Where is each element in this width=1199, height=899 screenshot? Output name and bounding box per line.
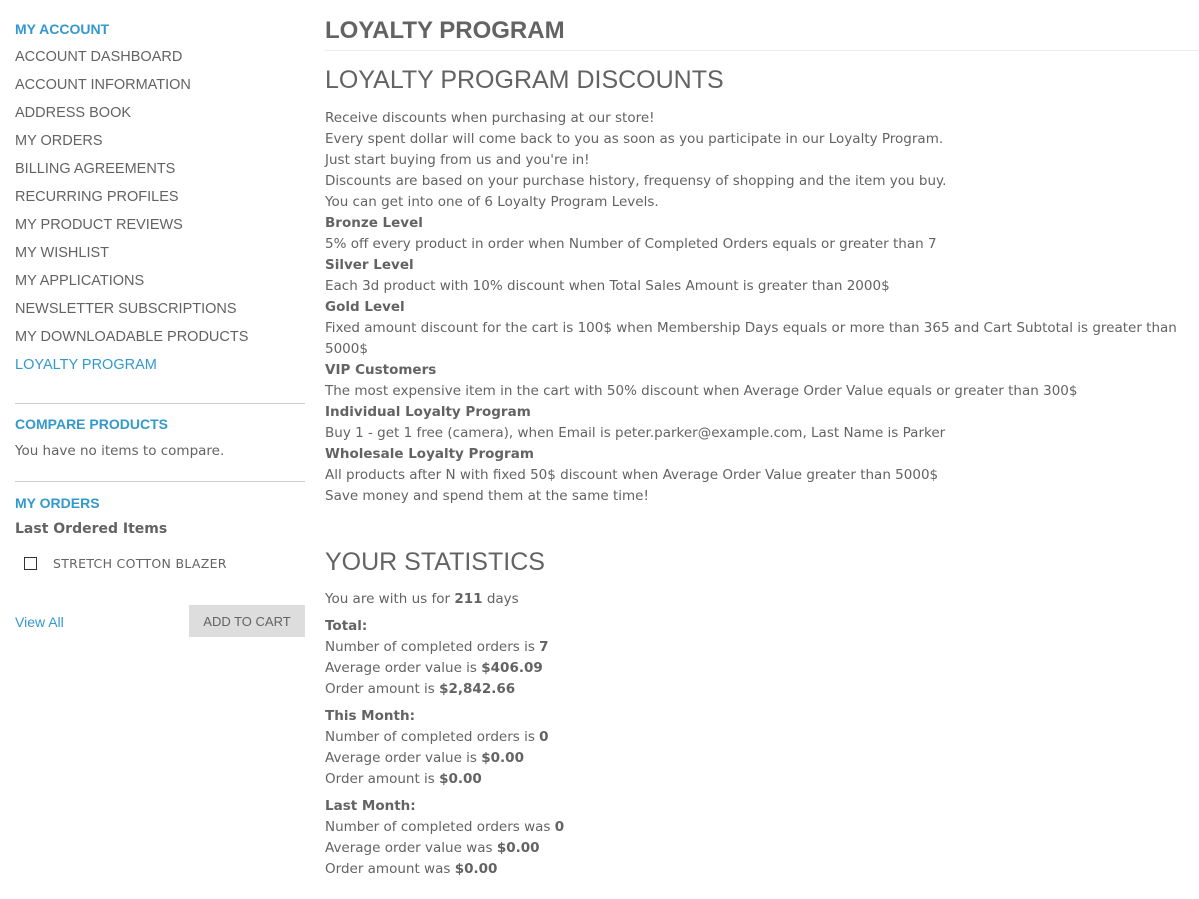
intro-line: Just start buying from us and you're in! bbox=[325, 152, 590, 168]
intro-line: Discounts are based on your purchase history, frequensy of shopping and the item you buy. bbox=[325, 173, 947, 189]
nav-my-product-reviews[interactable]: MY PRODUCT REVIEWS bbox=[15, 217, 183, 233]
my-account-title: MY ACCOUNT bbox=[15, 21, 110, 37]
level-text: The most expensive item in the cart with 50% discount when Average Order Value equals or greater than 300$ bbox=[325, 383, 1078, 399]
orders-line: Number of completed orders is 7 bbox=[325, 639, 549, 655]
item-name[interactable]: STRETCH COTTON BLAZER bbox=[53, 556, 227, 571]
period-title: Last Month: bbox=[325, 798, 416, 814]
membership-line: You are with us for 211 days bbox=[325, 591, 519, 607]
level-name: Bronze Level bbox=[325, 215, 423, 231]
level-text: Fixed amount discount for the cart is 100$ when Membership Days equals or more than 365 and Cart Subtotal is greater than 5000$ bbox=[325, 320, 1177, 357]
level-name: Wholesale Loyalty Program bbox=[325, 446, 534, 462]
nav-loyalty-program[interactable]: LOYALTY PROGRAM bbox=[15, 357, 157, 373]
item-checkbox[interactable] bbox=[24, 557, 37, 570]
avg-line: Average order value is $0.00 bbox=[325, 750, 524, 766]
nav-recurring-profiles[interactable]: RECURRING PROFILES bbox=[15, 189, 179, 205]
level-name: VIP Customers bbox=[325, 362, 437, 378]
nav-my-downloadable-products[interactable]: MY DOWNLOADABLE PRODUCTS bbox=[15, 329, 249, 345]
nav-account-dashboard[interactable]: ACCOUNT DASHBOARD bbox=[15, 49, 183, 65]
nav-billing-agreements[interactable]: BILLING AGREEMENTS bbox=[15, 161, 176, 177]
compare-products-title: COMPARE PRODUCTS bbox=[15, 416, 168, 432]
last-ordered-item bbox=[24, 556, 227, 571]
amount-line: Order amount is $0.00 bbox=[325, 771, 482, 787]
nav-newsletter-subscriptions[interactable]: NEWSLETTER SUBSCRIPTIONS bbox=[15, 301, 237, 317]
compare-empty-message: You have no items to compare. bbox=[15, 443, 225, 459]
amount-line: Order amount was $0.00 bbox=[325, 861, 498, 877]
outro-line: Save money and spend them at the same time! bbox=[325, 488, 649, 504]
view-all-link[interactable]: View All bbox=[15, 614, 64, 630]
level-text: All products after N with fixed 50$ discount when Average Order Value greater than 5000$ bbox=[325, 467, 939, 483]
level-text: Each 3d product with 10% discount when Total Sales Amount is greater than 2000$ bbox=[325, 278, 890, 294]
add-to-cart-button[interactable]: ADD TO CART bbox=[189, 605, 305, 637]
orders-line: Number of completed orders was 0 bbox=[325, 819, 565, 835]
intro-line: Every spent dollar will come back to you as soon as you participate in our Loyalty Program. bbox=[325, 131, 944, 147]
title-divider bbox=[325, 50, 1199, 51]
nav-account-information[interactable]: ACCOUNT INFORMATION bbox=[15, 77, 191, 93]
sidebar-divider bbox=[15, 481, 305, 482]
discounts-title: LOYALTY PROGRAM DISCOUNTS bbox=[325, 66, 724, 94]
member-days: 211 bbox=[454, 591, 483, 607]
intro-line: You can get into one of 6 Loyalty Program Levels. bbox=[325, 194, 659, 210]
nav-my-orders[interactable]: MY ORDERS bbox=[15, 133, 103, 149]
statistics bbox=[325, 589, 564, 880]
sidebar-divider bbox=[15, 403, 305, 404]
page-title: LOYALTY PROGRAM bbox=[325, 17, 565, 44]
nav-my-wishlist[interactable]: MY WISHLIST bbox=[15, 245, 109, 261]
nav-address-book[interactable]: ADDRESS BOOK bbox=[15, 105, 132, 121]
avg-line: Average order value is $406.09 bbox=[325, 660, 543, 676]
orders-line: Number of completed orders is 0 bbox=[325, 729, 549, 745]
account-nav bbox=[15, 47, 248, 383]
nav-my-applications[interactable]: MY APPLICATIONS bbox=[15, 273, 145, 289]
level-name: Individual Loyalty Program bbox=[325, 404, 531, 420]
level-text: 5% off every product in order when Number of Completed Orders equals or greater than 7 bbox=[325, 236, 937, 252]
level-name: Gold Level bbox=[325, 299, 405, 315]
last-ordered-items-title: Last Ordered Items bbox=[15, 521, 168, 537]
amount-line: Order amount is $2,842.66 bbox=[325, 681, 516, 697]
level-name: Silver Level bbox=[325, 257, 414, 273]
discounts-description bbox=[325, 108, 1199, 507]
statistics-title: YOUR STATISTICS bbox=[325, 548, 545, 576]
my-orders-title: MY ORDERS bbox=[15, 495, 100, 511]
period-title: This Month: bbox=[325, 708, 415, 724]
avg-line: Average order value was $0.00 bbox=[325, 840, 540, 856]
intro-line: Receive discounts when purchasing at our store! bbox=[325, 110, 655, 126]
period-title: Total: bbox=[325, 618, 368, 634]
level-text: Buy 1 - get 1 free (camera), when Email is peter.parker@example.com, Last Name is Parker bbox=[325, 425, 946, 441]
